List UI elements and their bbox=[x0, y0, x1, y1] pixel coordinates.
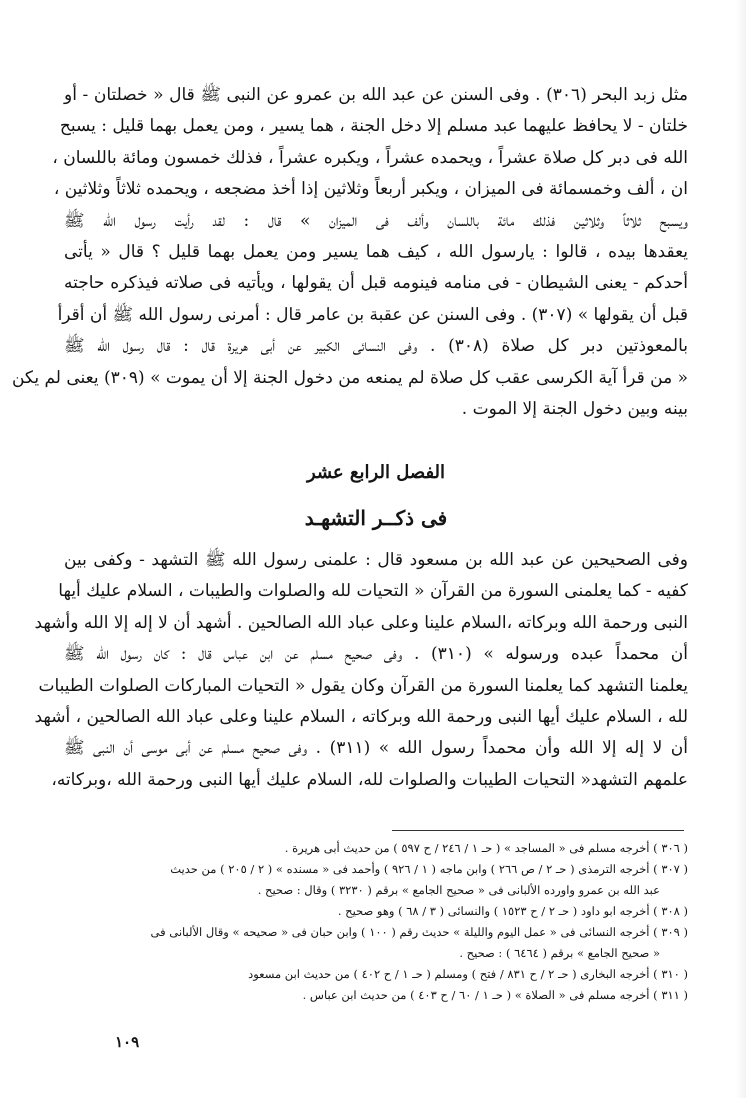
footnote: ( ٣١١ ) أخرجه مسلم فى « الصلاة » ( حـ ١ / ٦٠ / ح ٤٠٣ ) من حديث ابن عباس . bbox=[302, 988, 688, 1002]
chapter-subtitle: فى ذكــر التشهـد bbox=[304, 506, 448, 530]
text-line: بينه وبين دخول الجنة إلا الموت . bbox=[461, 398, 688, 419]
text-line: أن محمداً عبده ورسوله » (٣١٠) . وفى صحيح مسلم عن ابن عباس قال : كان رسول الله ﷺ bbox=[64, 644, 688, 665]
footnotes bbox=[60, 838, 688, 1006]
text-line: أن لا إله إلا الله وأن محمداً رسول الله » (٣١١) . وفى صحيح مسلم عن أبى موسى أن النبى ﷺ bbox=[64, 738, 688, 759]
text-line: « من قرأ آية الكرسى عقب كل صلاة لم يمنعه من دخول الجنة إلا أن يموت » (٣٠٩) يعنى لم يكن bbox=[11, 367, 688, 388]
scan-edge bbox=[736, 0, 746, 1098]
footnote: ( ٣٠٦ ) أخرجه مسلم فى « المساجد » ( حـ ١ / ٢٤٦ / ح ٥٩٧ ) من حديث أبى هريرة . bbox=[284, 841, 688, 855]
text-line: بالمعوذتين دبر كل صلاة (٣٠٨) . وفى النسائى الكبير عن أبى هريرة قال : قال رسول الله ﷺ bbox=[64, 336, 688, 357]
text-line: وفى الصحيحين عن عبد الله بن مسعود قال : علمنى رسول الله ﷺ التشهد - وكفى بين bbox=[64, 550, 688, 570]
text-line: كفيه - كما يعلمنى السورة من القرآن « التحيات لله والصلوات والطيبات ، السلام عليك أيها bbox=[58, 581, 688, 602]
footnote: ( ٣٠٩ ) أخرجه النسائى فى « عمل اليوم والليلة » حديث رقم ( ١٠٠ ) وابن حبان فى « صحيحه » وقال الألبانى فى bbox=[150, 925, 688, 939]
text-line: مثل زبد البحر (٣٠٦) . وفى السنن عن عبد الله بن عمرو عن النبى ﷺ قال « خصلتان - أو bbox=[64, 85, 688, 105]
text-line: الله فى دبر كل صلاة عشراً ، ويحمده عشراً ، ويكبره عشراً ، فذلك خمسون ومائة باللسان ، bbox=[52, 147, 688, 168]
text-line: أحدكم - يعنى الشيطان - فى منامه فينومه قبل أن يقولها ، ويأتيه فى صلاته فيذكره حاجته bbox=[64, 273, 688, 294]
text-line: ان ، ألف وخمسمائة فى الميزان ، ويكبر أربعاً وثلاثين إذا أخذ مضجعه ، ويحمده ثلاثاً وثلاثين ، bbox=[53, 179, 688, 200]
text-line: يعلمنا التشهد كما يعلمنا السورة من القرآن وكان يقول « التحيات المباركات الصلوات الطيبات bbox=[38, 675, 688, 696]
text-line: قبل أن يقولها » (٣٠٧) . وفى السنن عن عقبة بن عامر قال : أمرنى رسول الله ﷺ أن أقرأ bbox=[57, 304, 688, 325]
footnote: ( ٣١٠ ) أخرجه البخارى ( حـ ٢ / ح ٨٣١ / فتح ) ومسلم ( حـ ١ / ح ٤٠٢ ) من حديث ابن مسعود bbox=[248, 967, 688, 981]
text-line: علمهم التشهد« التحيات الطيبات والصلوات لله، السلام عليك أيها النبى ورحمة الله ،وبركاته، bbox=[51, 769, 688, 790]
text-line: لله ، السلام عليك أيها النبى ورحمة الله وبركاته ، السلام علينا وعلى عباد الله الصالحين ، أشهد bbox=[34, 706, 688, 727]
text-line: ويسبح ثلاثاً وثلاثين فذلك مائة باللسان وألف فى الميزان » قال : لقد رأيت رسول الله ﷺ bbox=[64, 210, 688, 231]
text-line: خلتان - لا يحافظ عليهما عبد مسلم إلا دخل الجنة ، هما يسير ، ومن يعمل بهما قليل : يسبح bbox=[59, 116, 688, 137]
footnote-continuation: عبد الله بن عمرو واورده الألبانى فى « صحيح الجامع » برقم ( ٣٢٣٠ ) وقال : صحيح . bbox=[257, 883, 660, 897]
chapter-title: الفصل الرابع عشر bbox=[306, 462, 446, 483]
page-number: ١٠٩ bbox=[115, 1033, 140, 1051]
text-line: يعقدها بيده ، قالوا : يارسول الله ، كيف هما يسير ومن يعمل بهما قليل ؟ قال « يأتى bbox=[64, 241, 688, 262]
text-line: النبى ورحمة الله وبركاته ،السلام علينا وعلى عباد الله الصالحين . أشهد أن لا إله إلا الله وأشهد bbox=[34, 612, 688, 633]
footnote-divider bbox=[392, 830, 684, 831]
footnote: ( ٣٠٨ ) أخرجه ابو داود ( حـ ٢ / ح ١٥٢٣ ) والنسائى ( ٣ / ٦٨ ) وهو صحيح . bbox=[337, 904, 688, 918]
footnote-continuation: « صحيح الجامع » برقم ( ٦٤٦٤ ) : صحيح . bbox=[459, 946, 660, 960]
footnote: ( ٣٠٧ ) أخرجه الترمذى ( حـ ٢ / ص ٢٦٦ ) وابن ماجه ( ١ / ٩٢٦ ) وأحمد فى « مسنده » ( ٢ / ٢٠٥ ) من حديث bbox=[170, 862, 688, 876]
paragraph-tashahhud bbox=[34, 545, 688, 796]
paragraph-hadith-tasbih bbox=[11, 80, 688, 425]
